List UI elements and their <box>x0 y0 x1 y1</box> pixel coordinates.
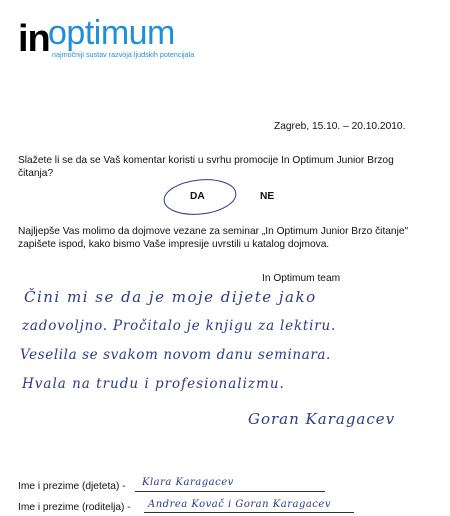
logo-optimum-text: optimum <box>48 14 175 52</box>
request-line-2: zapišete ispod, kako bismo Vaše impresije uvrstili u katalog dojmova. <box>18 239 330 250</box>
handwritten-signature: Goran Karagacev <box>248 410 396 428</box>
logo-tagline: najmočniji sustav razvoja ljudskih potencijala <box>52 50 195 59</box>
logo-in-text: in <box>18 18 50 60</box>
parent-name-field[interactable]: Andrea Kovač i Goran Karagacev <box>148 499 331 510</box>
option-no[interactable]: NE <box>260 191 275 202</box>
handwritten-line-3: Veselila se svakom novom danu seminara. <box>20 347 331 363</box>
option-yes[interactable]: DA <box>190 191 205 202</box>
handwritten-line-2: zadovoljno. Pročitalo je knjigu za lektiru. <box>22 318 337 334</box>
child-name-underline <box>135 491 325 492</box>
parent-name-label: Ime i prezime (roditelja) - <box>18 502 131 513</box>
question-line-2: čitanja? <box>18 168 54 179</box>
date-line: Zagreb, 15.10. – 20.10.2010. <box>274 121 406 132</box>
child-name-field[interactable]: Klara Karagacev <box>142 477 234 488</box>
request-line-1: Najljepše Vas molimo da dojmove vezane za seminar „In Optimum Junior Brzo čitanje" <box>18 226 409 237</box>
question-line-1: Slažete li se da se Vaš komentar koristi u svrhu promocije In Optimum Junior Brzog <box>18 155 394 166</box>
child-name-label: Ime i prezime (djeteta) - <box>18 481 126 492</box>
handwritten-line-1: Čini mi se da je moje dijete jako <box>24 288 317 306</box>
team-signoff: In Optimum team <box>262 273 341 284</box>
handwritten-line-4: Hvala na trudu i profesionalizmu. <box>22 376 285 392</box>
parent-name-underline <box>144 512 354 513</box>
